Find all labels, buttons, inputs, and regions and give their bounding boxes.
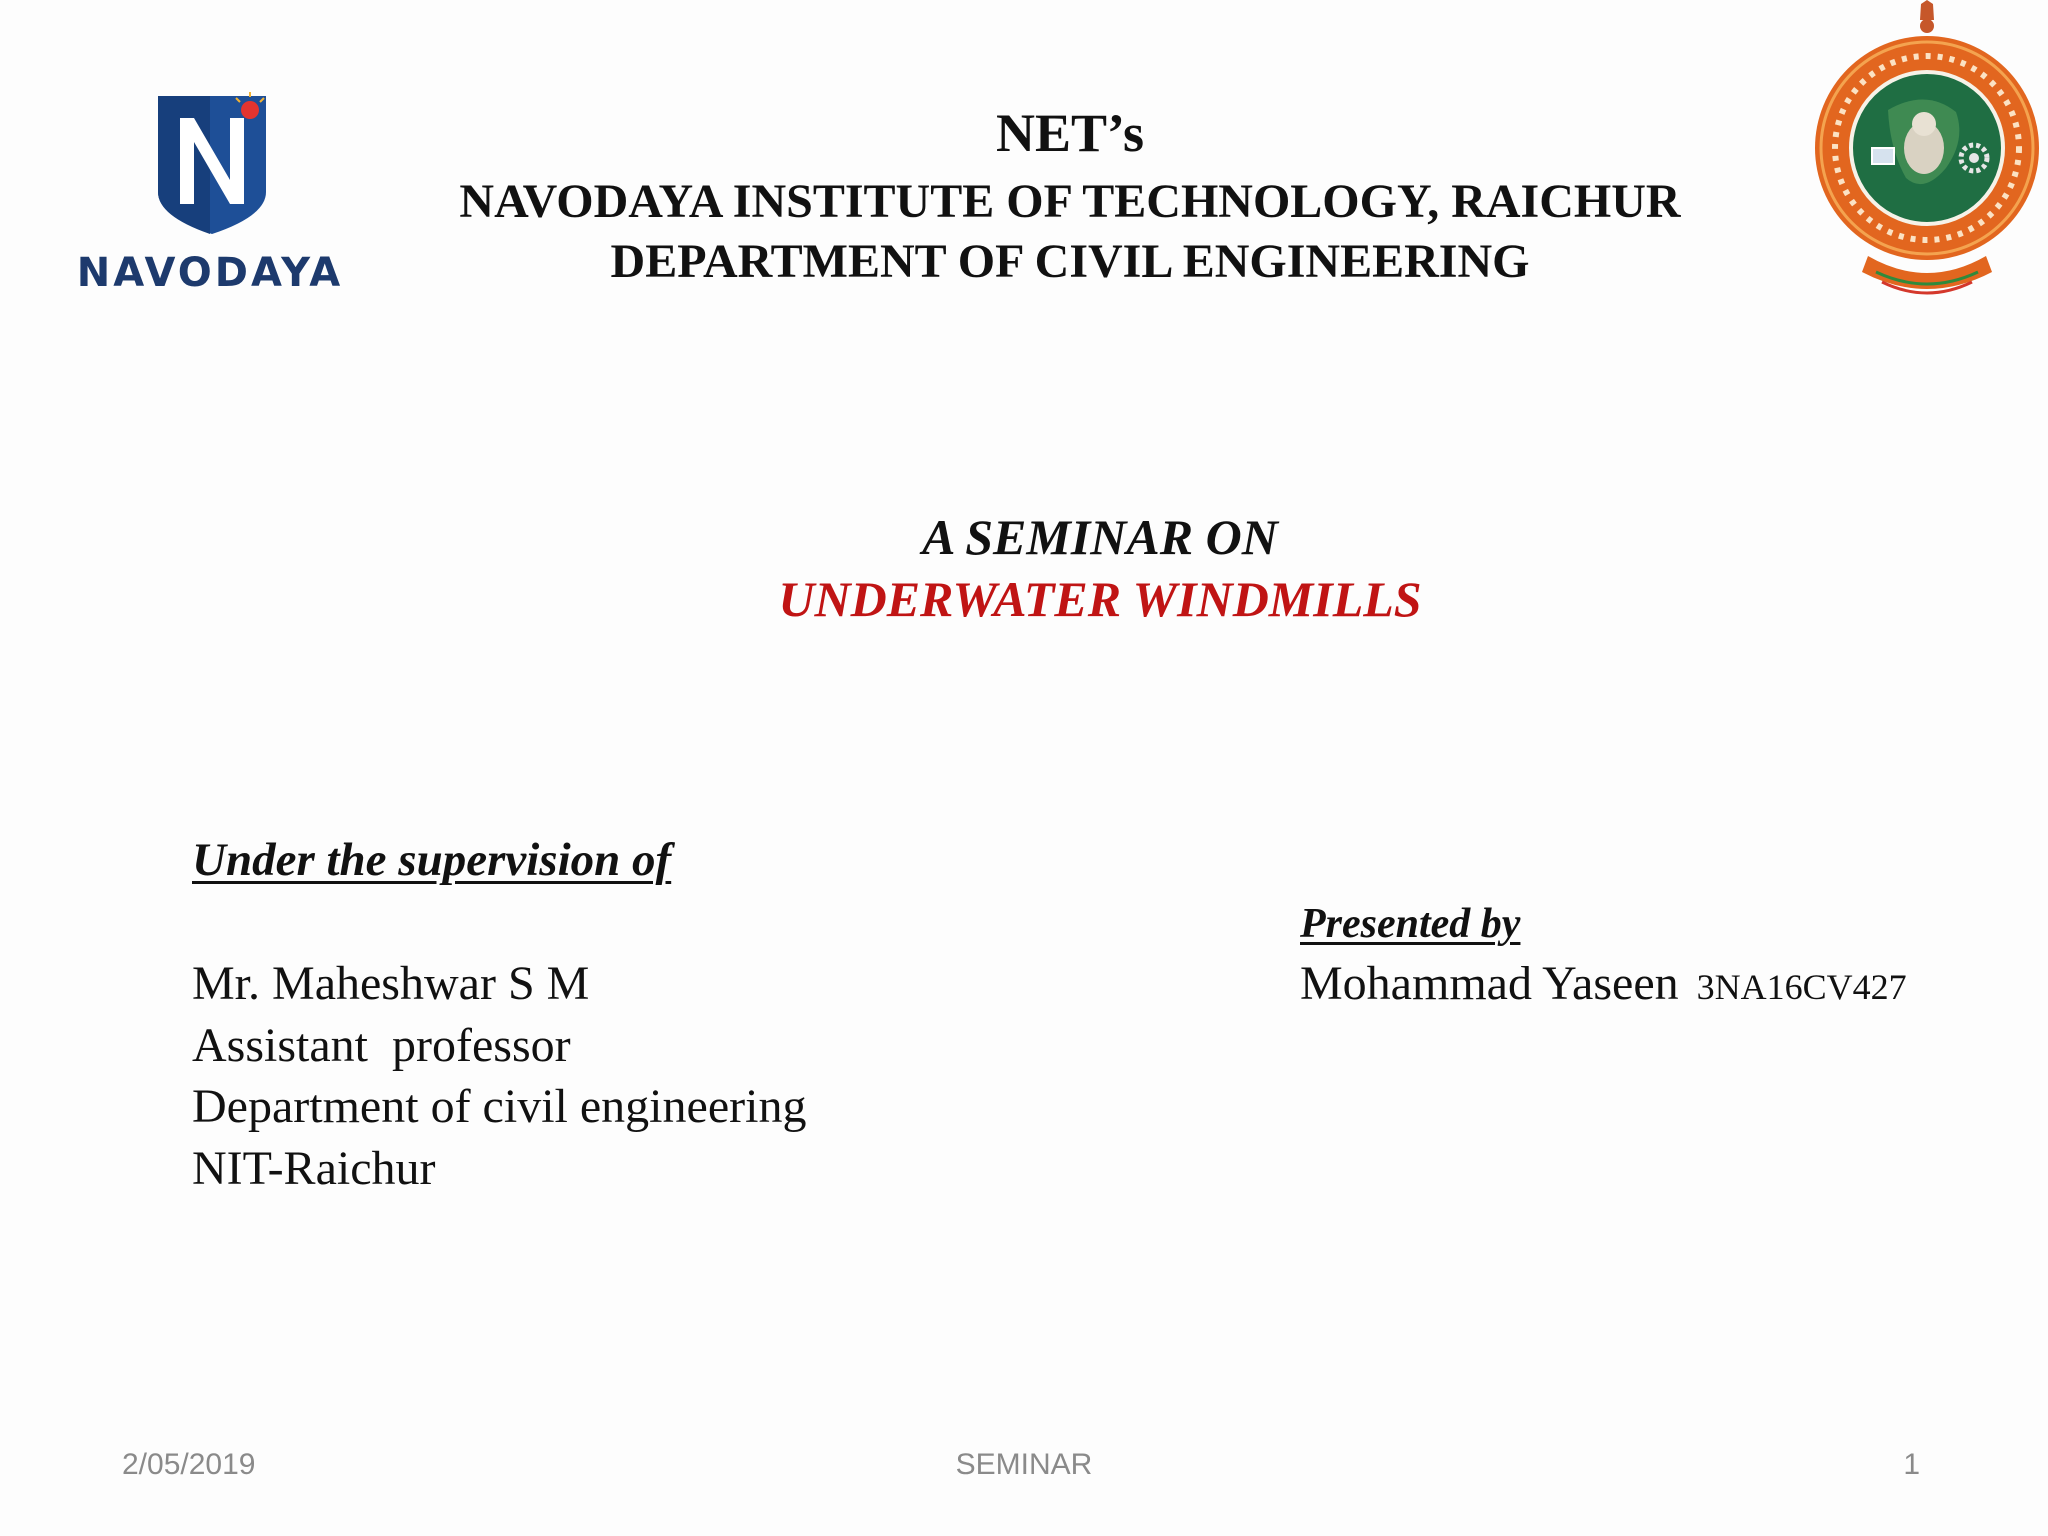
university-seal — [1806, 0, 2048, 310]
slide-number: 1 — [1903, 1448, 1920, 1481]
supervisor-department: Department of civil engineering — [192, 1080, 807, 1133]
supervisor-name: Mr. Maheshwar S M — [192, 957, 590, 1010]
presenter-heading: Presented by — [1300, 901, 1521, 947]
footer-date: 2/05/2019 — [122, 1448, 256, 1481]
seminar-label: A SEMINAR ON — [922, 509, 1278, 565]
footer-title: SEMINAR — [955, 1448, 1093, 1481]
header-department: DEPARTMENT OF CIVIL ENGINEERING — [610, 235, 1530, 288]
supervisor-heading: Under the supervision of — [192, 834, 672, 886]
presenter-name: Mohammad Yaseen — [1300, 957, 1679, 1010]
navodaya-logo-text: NAVODAYA — [76, 250, 344, 296]
supervisor-institute: NIT-Raichur — [192, 1142, 436, 1195]
seminar-title: UNDERWATER WINDMILLS — [778, 571, 1422, 627]
presenter-usn: 3NA16CV427 — [1696, 967, 1907, 1007]
header-nets: NET’s — [995, 103, 1145, 163]
supervisor-designation: Assistant professor — [192, 1019, 571, 1072]
presenter-line — [1300, 956, 1907, 1011]
university-seal-icon — [1806, 0, 2048, 310]
header-institute: NAVODAYA INSTITUTE OF TECHNOLOGY, RAICHUR — [459, 175, 1681, 228]
